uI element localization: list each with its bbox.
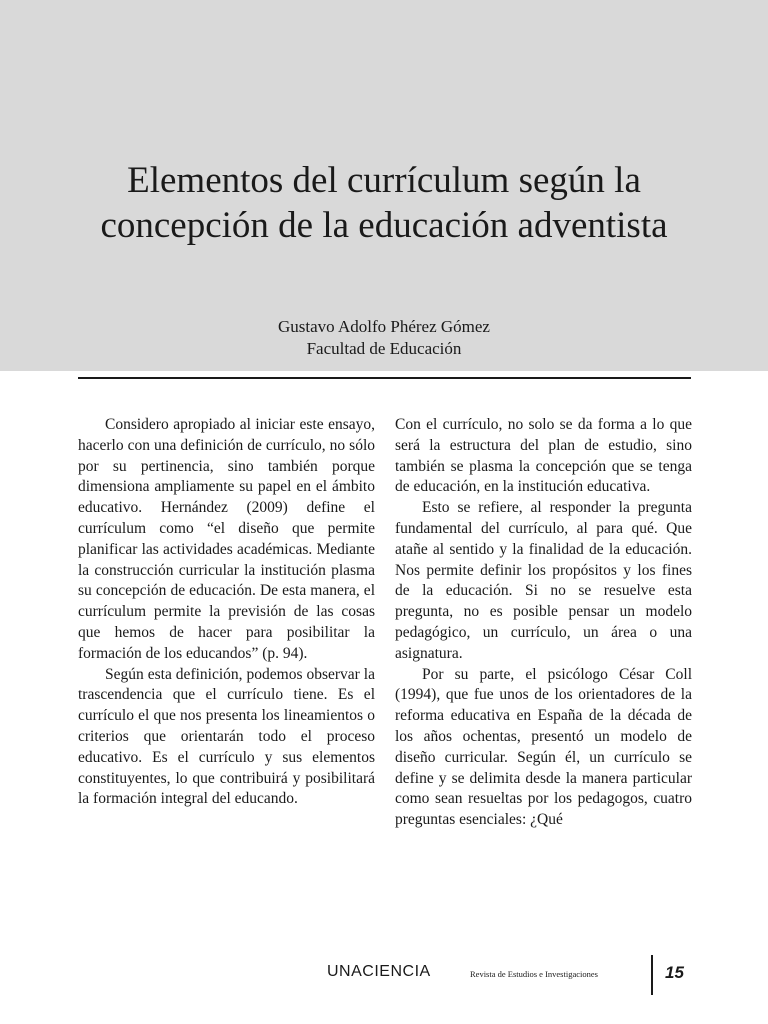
journal-subtitle: Revista de Estudios e Investigaciones (470, 969, 598, 979)
body-column-left (78, 415, 375, 810)
page-number: 15 (665, 963, 684, 982)
journal-name: UNACIENCIA (327, 963, 431, 980)
paragraph: Esto se refiere, al responder la pregunta fundamental del currículo, al para qué. Que atañe al sentido y la finalidad de la educación. Nos permite definir los propósitos y los fines de la educación. Si no se resuelve esta pregunta, no es posible pensar un modelo pedagógico, un currículo, un área o una asignatura. (395, 499, 692, 662)
page-footer (0, 955, 768, 995)
article-title: Elementos del currículum según la concepción de la educación adventista (100, 160, 668, 246)
paragraph: Con el currículo, no solo se da forma a lo que será la estructura del plan de estudio, sino también se plasma la concepción que se tenga de educación, en la institución educativa. (395, 416, 692, 496)
footer-divider (651, 955, 653, 995)
title-divider (78, 377, 691, 379)
paragraph: Según esta definición, podemos observar la trascendencia que el currículo tiene. Es el currículo el que nos presenta los lineamientos o criterios que orientarán todo el proceso educativo. Es el currículo y sus elementos constituyentes, lo que contribuirá y posibilitará la formación integral del educando. (78, 665, 375, 808)
article-affiliation: Facultad de Educación (306, 339, 462, 358)
body-column-right (395, 415, 692, 831)
paragraph: Por su parte, el psicólogo César Coll (1994), que fue unos de los orientadores de la reforma educativa en España de la década de los años ochentas, presentó un modelo de diseño curricular. Según él, un currículo se define y se delimita desde la manera particular como sean resueltas por los pedagogos, cuatro preguntas esenciales: ¿Qué (395, 665, 692, 829)
paragraph: Considero apropiado al iniciar este ensayo, hacerlo con una definición de currículo, no sólo por su pertinencia, sino también porque dimensiona ampliamente su papel en el ámbito educativo. Hernández (2009) define el currículum como “el diseño que permite planificar las actividades académicas. Mediante la construcción curricular la institución plasma su concepción de educación. De esta manera, el currículum permite la previsión de las cosas que hemos de hacer para posibilitar la formación de los educandos” (p. 94). (78, 416, 375, 662)
article-author: Gustavo Adolfo Phérez Gómez (278, 317, 490, 336)
